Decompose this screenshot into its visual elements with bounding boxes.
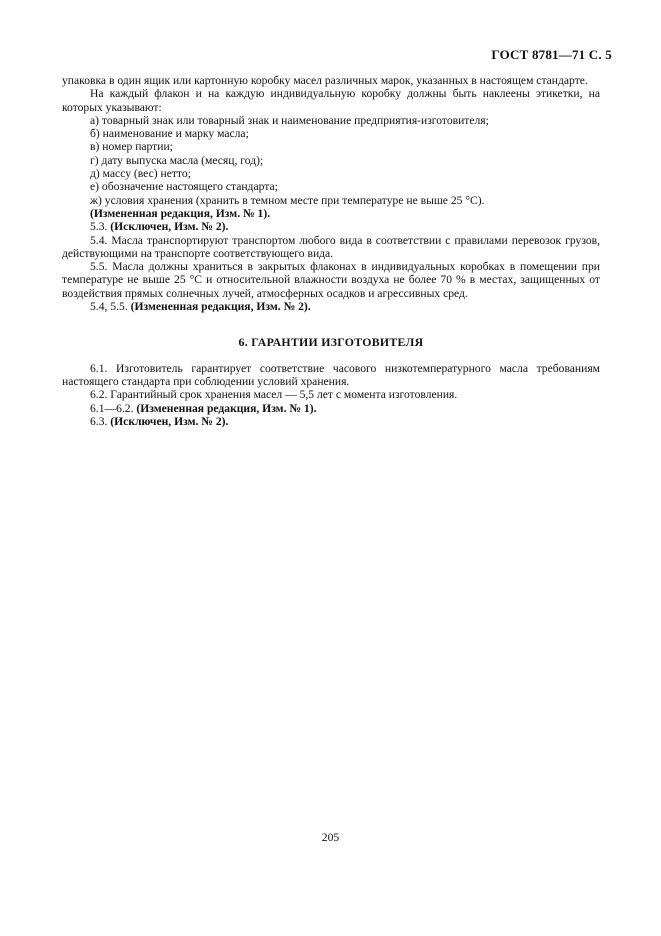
list-item: б) наименование и марку масла; xyxy=(90,127,249,141)
list-item: е) обозначение настоящего стандарта; xyxy=(90,180,278,194)
page-number: 205 xyxy=(321,831,340,844)
clause-number: 6.1—6.2. xyxy=(90,401,134,415)
amendment-note: (Измененная редакция, Изм. № 1). xyxy=(90,206,271,220)
clause-5-3 xyxy=(62,220,600,233)
clause-6-1: 6.1. Изготовитель гарантирует соответствие часового низкотемпературного масла требованиям настоящего стандарта при соблюдении условий хранения. xyxy=(62,361,600,388)
paragraph-packaging: упаковка в один ящик или картонную коробку масел различных марок, указанных в настоящем стандарте. xyxy=(62,74,588,87)
amendment-note: (Исключен, Изм. № 2). xyxy=(110,220,229,234)
clause-6-2: 6.2. Гарантийный срок хранения масел — 5,5 лет с момента изготовления. xyxy=(90,388,458,402)
paragraph-labels: На каждый флакон и на каждую индивидуальную коробку должны быть наклеены этикетки, на которых указывают: xyxy=(62,87,600,114)
amendment-note: (Исключен, Изм. № 2). xyxy=(110,414,229,428)
label-requirements-list xyxy=(62,114,600,207)
clause-number: 5.4, 5.5. xyxy=(90,300,128,314)
clause-number: 6.3. xyxy=(90,414,108,428)
list-item: д) массу (вес) нетто; xyxy=(90,167,191,181)
clause-6-1-6-2-note xyxy=(62,402,600,415)
clause-6-3 xyxy=(62,415,600,428)
document-body xyxy=(62,74,600,428)
list-item: г) дату выпуска масла (месяц, год); xyxy=(90,153,264,167)
amendment-note: (Измененная редакция, Изм. № 1). xyxy=(136,401,317,415)
clause-number: 5.3. xyxy=(90,220,108,234)
list-item: ж) условия хранения (хранить в темном месте при температуре не выше 25 °С). xyxy=(90,193,485,207)
list-item: а) товарный знак или товарный знак и наименование предприятия-изготовителя; xyxy=(90,113,489,127)
clause-5-4-5-5-note xyxy=(62,300,600,313)
clause-5-5: 5.5. Масла должны храниться в закрытых флаконах в индивидуальных коробках в помещении при температуре не выше 25 °С и относительной влажности воздуха не более 70 % в местах, защищенных от воздействия прямых солнечных лучей, атмосферных осадков и агрессивных сред. xyxy=(62,260,600,300)
list-item: в) номер партии; xyxy=(90,140,173,154)
amendment-note: (Измененная редакция, Изм. № 2). xyxy=(130,300,311,314)
clause-5-4: 5.4. Масла транспортируют транспортом любого вида в соответствии с правилами перевозок грузов, действующими на транспорте соответствующего вида. xyxy=(62,233,600,260)
section-title: 6. ГАРАНТИИ ИЗГОТОВИТЕЛЯ xyxy=(238,335,424,350)
page-header: ГОСТ 8781—71 С. 5 xyxy=(491,47,612,62)
